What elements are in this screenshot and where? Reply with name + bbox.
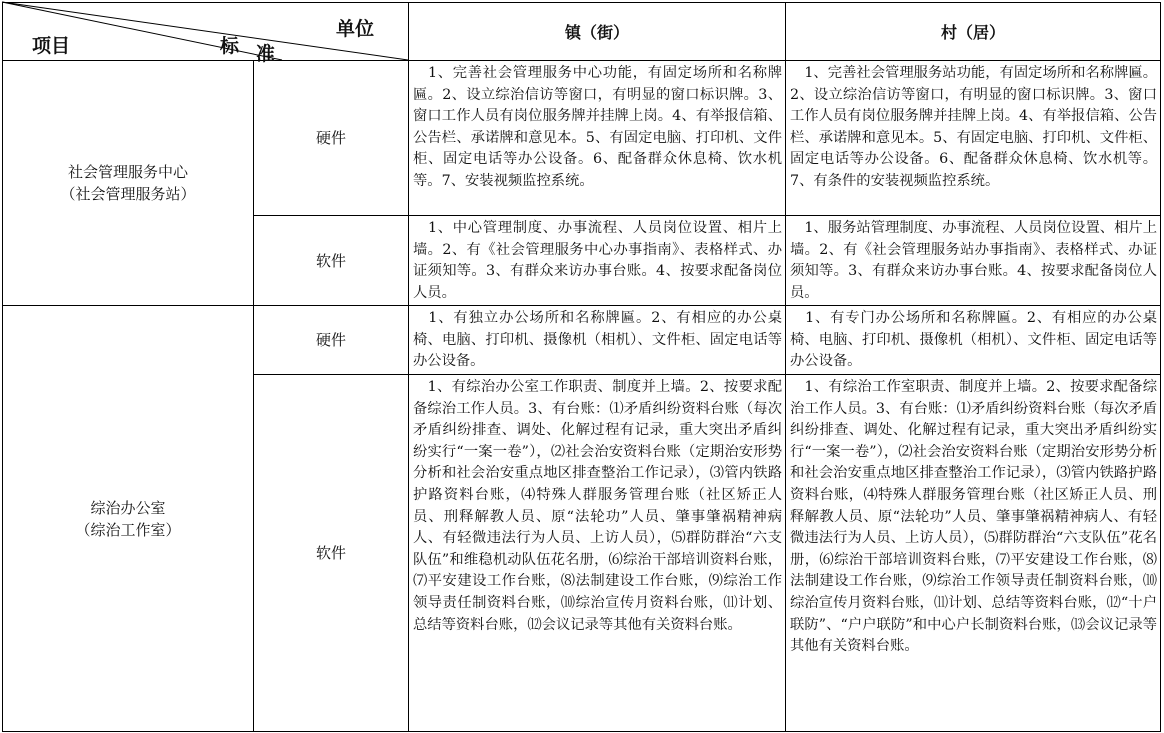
header-standard-label-2: 准 — [256, 43, 276, 65]
column-header-town: 镇（街） — [564, 23, 629, 42]
section-name-comprehensive-office — [3, 306, 253, 731]
town-requirement-text: 1、有独立办公场所和名称牌匾。2、有相应的办公桌椅、电脑、打印机、摄像机（相机）、文件柜、固定电话等办公设备。 — [413, 310, 782, 370]
header-standard-label-1: 标 — [220, 35, 240, 57]
section-name-line1: 社会管理服务中心 — [67, 163, 188, 181]
category-software: 软件 — [315, 544, 346, 562]
section-name-line1: 综治办公室 — [90, 498, 166, 517]
border-bottom — [2, 731, 1161, 732]
category-hardware: 硬件 — [315, 129, 346, 147]
section-name-line2: （社会管理服务站） — [60, 185, 196, 203]
header-item-label: 项目 — [32, 35, 71, 57]
village-requirement-text: 1、完善社会管理服务站功能，有固定场所和名称牌匾。2、设立综治信访等窗口，有明显的窗口标识牌。3、窗口工作人员有岗位服务牌并挂牌上岗。4、有举报信箱、公告栏、承诺牌和意见本。5、有固定电脑、打印机、文件柜、固定电话等办公设备。6、配备群众休息椅、饮水机等。7、有条件的安装视频监控系统。 — [790, 65, 1157, 189]
section-name-service-center — [3, 61, 253, 305]
category-software: 软件 — [315, 251, 346, 270]
border-right — [1160, 2, 1161, 732]
section-name-line2: （综治工作室） — [75, 520, 181, 539]
village-requirement-text: 1、有专门办公场所和名称牌匾。2、有相应的办公桌椅、电脑、打印机、摄像机（相机）、文件柜、固定电话等办公设备。 — [790, 310, 1157, 370]
village-requirement-text: 1、有综治工作室职责、制度并上墙。2、按要求配备综治工作人员。3、有台账：⑴矛盾纠纷资料台账（每次矛盾纠纷排查、调处、化解过程有记录，重大突出矛盾纠纷实行“一案一卷”），⑵社会治安资料台账（定期治安形势分析和社会治安重点地区排查整治工作记录），⑶管内铁路护路资料台账，⑷特殊人群服务管理台账（社区矫正人员、刑释解教人员、原“法轮功”人员、肇事肇祸精神病人、有轻微违法行为人员、上访人员），⑸群防群治“六支队伍”花名册，⑹综治干部培训资料台账，⑺平安建设工作台账，⑻法制建设工作台账，⑼综治工作领导责任制资料台账，⑽综治宣传月资料台账，⑾计划、总结等资料台账，⑿“十户联防”、“户户联防”和中心户长制资料台账，⒀会议记录等其他有关资料台账。 — [790, 379, 1157, 655]
category-hardware: 硬件 — [315, 331, 346, 349]
town-requirement-text: 1、中心管理制度、办事流程、人员岗位设置、相片上墙。2、有《社会管理服务中心办事指南》、表格样式、办证须知等。3、有群众来访办事台账。4、按要求配备岗位人员。 — [413, 220, 782, 301]
town-requirement-text: 1、有综治办公室工作职责、制度并上墙。2、按要求配备综治工作人员。3、有台账：⑴矛盾纠纷资料台账（每次矛盾纠纷排查、调处、化解过程有记录，重大突出矛盾纠纷实行“一案一卷”），⑵社会治安资料台账（定期治安形势分析和社会治安重点地区排查整治工作记录），⑶管内铁路护路资料台账，⑷特殊人群服务管理台账（社区矫正人员、刑释解教人员、原“法轮功”人员、肇事肇祸精神病人、有轻微违法行为人员、上访人员），⑸群防群治“六支队伍”和维稳机动队伍花名册，⑹综治干部培训资料台账，⑺平安建设工作台账，⑻法制建设工作台账，⑼综治工作领导责任制资料台账，⑽综治宣传月资料台账，⑾计划、总结等资料台账，⑿会议记录等其他有关资料台账。 — [413, 379, 782, 633]
village-requirement-text: 1、服务站管理制度、办事流程、人员岗位设置、相片上墙。2、有《社会管理服务站办事指南》、表格样式、办证须知等。3、有群众来访办事台账。4、按要求配备岗位人员。 — [790, 220, 1157, 301]
town-requirement-text: 1、完善社会管理服务中心功能，有固定场所和名称牌匾。2、设立综治信访等窗口，有明显的窗口标识牌。3、窗口工作人员有岗位服务牌并挂牌上岗。4、有举报信箱、公告栏、承诺牌和意见本。5、有固定电脑、打印机、文件柜、固定电话等办公设备。6、配备群众休息椅、饮水机等。7、安装视频监控系统。 — [413, 65, 782, 189]
column-header-village: 村（居） — [940, 23, 1005, 42]
header-unit-label: 单位 — [336, 18, 375, 40]
